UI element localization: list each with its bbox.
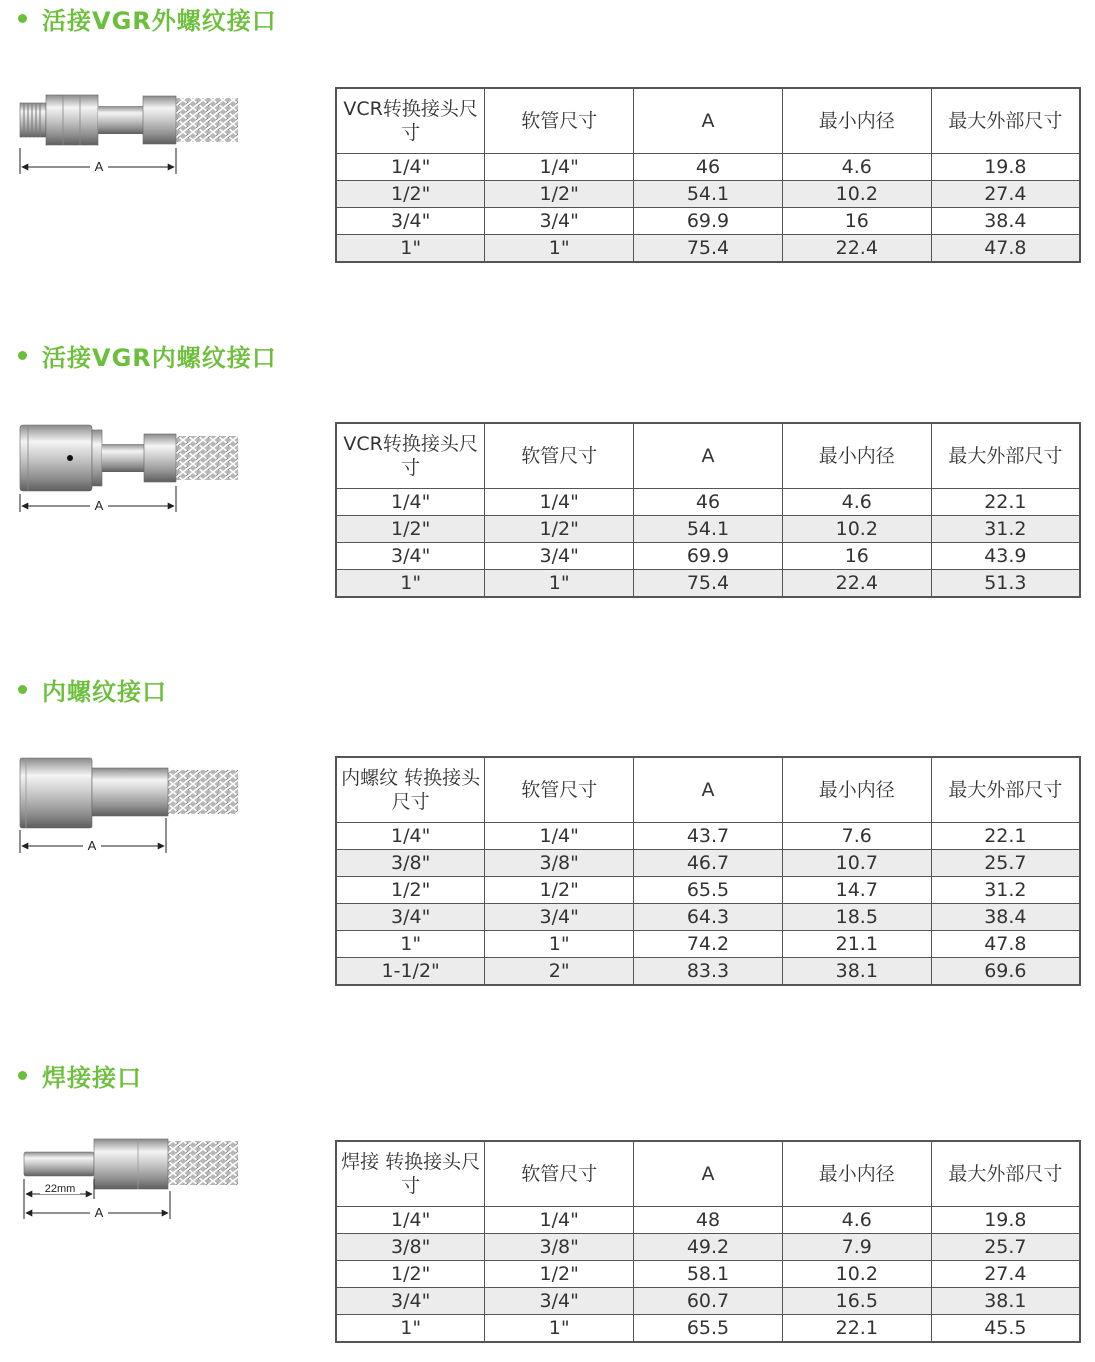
spec-table bbox=[335, 756, 1081, 986]
table-row bbox=[336, 1234, 1080, 1261]
table-row bbox=[336, 489, 1080, 516]
cell-max-od: 43.9 bbox=[931, 543, 1080, 570]
cell-min-id: 22.4 bbox=[782, 570, 931, 598]
cell-max-od: 27.4 bbox=[931, 1261, 1080, 1288]
cell-hose-size: 1/2" bbox=[485, 181, 634, 208]
cell-a: 60.7 bbox=[634, 1288, 783, 1315]
table-row bbox=[336, 1261, 1080, 1288]
bullet-icon bbox=[18, 1071, 27, 1080]
cell-min-id: 21.1 bbox=[782, 931, 931, 958]
cell-min-id: 16.5 bbox=[782, 1288, 931, 1315]
cell-a: 46 bbox=[634, 489, 783, 516]
cell-adapter-size: 1" bbox=[336, 570, 485, 598]
bullet-icon bbox=[18, 14, 27, 23]
section-weld bbox=[0, 1057, 1095, 1357]
cell-max-od: 38.1 bbox=[931, 1288, 1080, 1315]
cell-a: 75.4 bbox=[634, 235, 783, 263]
section-female-thread bbox=[0, 671, 1095, 1011]
cell-max-od: 22.1 bbox=[931, 823, 1080, 850]
cell-adapter-size: 1/2" bbox=[336, 181, 485, 208]
cell-max-od: 38.4 bbox=[931, 208, 1080, 235]
cell-a: 69.9 bbox=[634, 543, 783, 570]
table-row bbox=[336, 516, 1080, 543]
cell-max-od: 51.3 bbox=[931, 570, 1080, 598]
cell-adapter-size: 3/8" bbox=[336, 1234, 485, 1261]
table-row bbox=[336, 931, 1080, 958]
spec-table bbox=[335, 87, 1081, 263]
cell-adapter-size: 1" bbox=[336, 235, 485, 263]
header-adapter-size: VCR转换接头尺寸 bbox=[336, 423, 485, 489]
section-female-vgr bbox=[0, 337, 1095, 637]
cell-hose-size: 3/4" bbox=[485, 1288, 634, 1315]
cell-adapter-size: 1" bbox=[336, 1315, 485, 1343]
weld-length-label: 22mm bbox=[44, 1183, 76, 1195]
dimension-label: A bbox=[94, 498, 104, 513]
cell-min-id: 10.2 bbox=[782, 1261, 931, 1288]
header-hose-size: 软管尺寸 bbox=[485, 1141, 634, 1207]
section-heading bbox=[18, 337, 277, 373]
header-min-id: 最小内径 bbox=[782, 1141, 931, 1207]
cell-max-od: 45.5 bbox=[931, 1315, 1080, 1343]
cell-min-id: 38.1 bbox=[782, 958, 931, 986]
table-row bbox=[336, 543, 1080, 570]
cell-adapter-size: 1-1/2" bbox=[336, 958, 485, 986]
cell-adapter-size: 1/4" bbox=[336, 1207, 485, 1234]
cell-max-od: 38.4 bbox=[931, 904, 1080, 931]
cell-min-id: 10.7 bbox=[782, 850, 931, 877]
header-max-od: 最大外部尺寸 bbox=[931, 757, 1080, 823]
cell-max-od: 19.8 bbox=[931, 154, 1080, 181]
cell-min-id: 4.6 bbox=[782, 1207, 931, 1234]
cell-a: 75.4 bbox=[634, 570, 783, 598]
cell-a: 46 bbox=[634, 154, 783, 181]
cell-min-id: 7.6 bbox=[782, 823, 931, 850]
header-min-id: 最小内径 bbox=[782, 423, 931, 489]
female-thread-fitting-icon bbox=[18, 756, 248, 856]
table-header-row bbox=[336, 757, 1080, 823]
cell-hose-size: 3/4" bbox=[485, 543, 634, 570]
cell-min-id: 22.1 bbox=[782, 1315, 931, 1343]
cell-max-od: 27.4 bbox=[931, 181, 1080, 208]
table-header-row bbox=[336, 88, 1080, 154]
cell-adapter-size: 1/4" bbox=[336, 823, 485, 850]
cell-hose-size: 3/4" bbox=[485, 904, 634, 931]
header-a: A bbox=[634, 88, 783, 154]
cell-hose-size: 1/2" bbox=[485, 516, 634, 543]
cell-hose-size: 1/2" bbox=[485, 877, 634, 904]
cell-hose-size: 1/4" bbox=[485, 1207, 634, 1234]
section-male-vgr bbox=[0, 0, 1095, 300]
table-row bbox=[336, 235, 1080, 263]
header-adapter-size: 焊接 转换接头尺寸 bbox=[336, 1141, 485, 1207]
cell-adapter-size: 3/8" bbox=[336, 850, 485, 877]
table-header-row bbox=[336, 423, 1080, 489]
table-row bbox=[336, 154, 1080, 181]
cell-adapter-size: 1/2" bbox=[336, 1261, 485, 1288]
cell-max-od: 69.6 bbox=[931, 958, 1080, 986]
section-heading bbox=[18, 0, 277, 36]
cell-min-id: 10.2 bbox=[782, 516, 931, 543]
cell-min-id: 7.9 bbox=[782, 1234, 931, 1261]
cell-a: 65.5 bbox=[634, 1315, 783, 1343]
bullet-icon bbox=[18, 351, 27, 360]
cell-a: 49.2 bbox=[634, 1234, 783, 1261]
dimension-label: A bbox=[94, 159, 104, 174]
header-hose-size: 软管尺寸 bbox=[485, 757, 634, 823]
cell-a: 43.7 bbox=[634, 823, 783, 850]
cell-hose-size: 1/2" bbox=[485, 1261, 634, 1288]
header-adapter-size: 内螺纹 转换接头尺寸 bbox=[336, 757, 485, 823]
table-header-row bbox=[336, 1141, 1080, 1207]
table-row bbox=[336, 1288, 1080, 1315]
cell-hose-size: 2" bbox=[485, 958, 634, 986]
dimension-label: A bbox=[87, 838, 97, 853]
cell-hose-size: 1" bbox=[485, 931, 634, 958]
header-max-od: 最大外部尺寸 bbox=[931, 88, 1080, 154]
cell-hose-size: 1" bbox=[485, 570, 634, 598]
cell-a: 83.3 bbox=[634, 958, 783, 986]
female-vgr-fitting-icon bbox=[18, 420, 248, 520]
cell-hose-size: 3/8" bbox=[485, 850, 634, 877]
section-heading bbox=[18, 671, 167, 707]
cell-hose-size: 1/4" bbox=[485, 489, 634, 516]
cell-adapter-size: 1/4" bbox=[336, 154, 485, 181]
spec-table bbox=[335, 1140, 1081, 1343]
bullet-icon bbox=[18, 685, 27, 694]
header-min-id: 最小内径 bbox=[782, 757, 931, 823]
cell-max-od: 31.2 bbox=[931, 516, 1080, 543]
cell-min-id: 4.6 bbox=[782, 489, 931, 516]
cell-a: 58.1 bbox=[634, 1261, 783, 1288]
header-hose-size: 软管尺寸 bbox=[485, 423, 634, 489]
cell-a: 46.7 bbox=[634, 850, 783, 877]
cell-min-id: 10.2 bbox=[782, 181, 931, 208]
cell-min-id: 22.4 bbox=[782, 235, 931, 263]
table-row bbox=[336, 208, 1080, 235]
cell-max-od: 25.7 bbox=[931, 850, 1080, 877]
cell-hose-size: 1/4" bbox=[485, 823, 634, 850]
cell-a: 54.1 bbox=[634, 181, 783, 208]
table-row bbox=[336, 1315, 1080, 1343]
header-a: A bbox=[634, 423, 783, 489]
table-row bbox=[336, 904, 1080, 931]
table-row bbox=[336, 958, 1080, 986]
table-row bbox=[336, 823, 1080, 850]
table-row bbox=[336, 877, 1080, 904]
weld-fitting-icon bbox=[18, 1137, 248, 1227]
cell-adapter-size: 1/2" bbox=[336, 877, 485, 904]
cell-max-od: 19.8 bbox=[931, 1207, 1080, 1234]
section-title: 内螺纹接口 bbox=[42, 677, 167, 706]
section-title: 活接VGR内螺纹接口 bbox=[42, 343, 277, 372]
spec-table bbox=[335, 422, 1081, 598]
cell-hose-size: 1" bbox=[485, 235, 634, 263]
cell-a: 64.3 bbox=[634, 904, 783, 931]
cell-hose-size: 1/4" bbox=[485, 154, 634, 181]
table-row bbox=[336, 570, 1080, 598]
cell-hose-size: 3/8" bbox=[485, 1234, 634, 1261]
cell-min-id: 18.5 bbox=[782, 904, 931, 931]
cell-hose-size: 3/4" bbox=[485, 208, 634, 235]
cell-max-od: 22.1 bbox=[931, 489, 1080, 516]
table-row bbox=[336, 1207, 1080, 1234]
header-max-od: 最大外部尺寸 bbox=[931, 423, 1080, 489]
dimension-label: A bbox=[94, 1205, 104, 1220]
header-adapter-size: VCR转换接头尺寸 bbox=[336, 88, 485, 154]
section-title: 活接VGR外螺纹接口 bbox=[42, 6, 277, 35]
header-a: A bbox=[634, 1141, 783, 1207]
header-hose-size: 软管尺寸 bbox=[485, 88, 634, 154]
cell-max-od: 47.8 bbox=[931, 235, 1080, 263]
cell-min-id: 16 bbox=[782, 543, 931, 570]
cell-a: 48 bbox=[634, 1207, 783, 1234]
cell-min-id: 16 bbox=[782, 208, 931, 235]
cell-a: 69.9 bbox=[634, 208, 783, 235]
header-min-id: 最小内径 bbox=[782, 88, 931, 154]
male-vgr-fitting-icon bbox=[18, 80, 248, 180]
cell-adapter-size: 3/4" bbox=[336, 543, 485, 570]
cell-a: 74.2 bbox=[634, 931, 783, 958]
cell-adapter-size: 1" bbox=[336, 931, 485, 958]
header-a: A bbox=[634, 757, 783, 823]
cell-adapter-size: 3/4" bbox=[336, 208, 485, 235]
cell-max-od: 47.8 bbox=[931, 931, 1080, 958]
cell-min-id: 4.6 bbox=[782, 154, 931, 181]
section-title: 焊接接口 bbox=[42, 1063, 142, 1092]
header-max-od: 最大外部尺寸 bbox=[931, 1141, 1080, 1207]
cell-a: 65.5 bbox=[634, 877, 783, 904]
cell-hose-size: 1" bbox=[485, 1315, 634, 1343]
table-row bbox=[336, 181, 1080, 208]
cell-adapter-size: 3/4" bbox=[336, 1288, 485, 1315]
cell-a: 54.1 bbox=[634, 516, 783, 543]
cell-adapter-size: 3/4" bbox=[336, 904, 485, 931]
cell-min-id: 14.7 bbox=[782, 877, 931, 904]
cell-max-od: 25.7 bbox=[931, 1234, 1080, 1261]
cell-adapter-size: 1/2" bbox=[336, 516, 485, 543]
section-heading bbox=[18, 1057, 142, 1093]
cell-adapter-size: 1/4" bbox=[336, 489, 485, 516]
table-row bbox=[336, 850, 1080, 877]
cell-max-od: 31.2 bbox=[931, 877, 1080, 904]
